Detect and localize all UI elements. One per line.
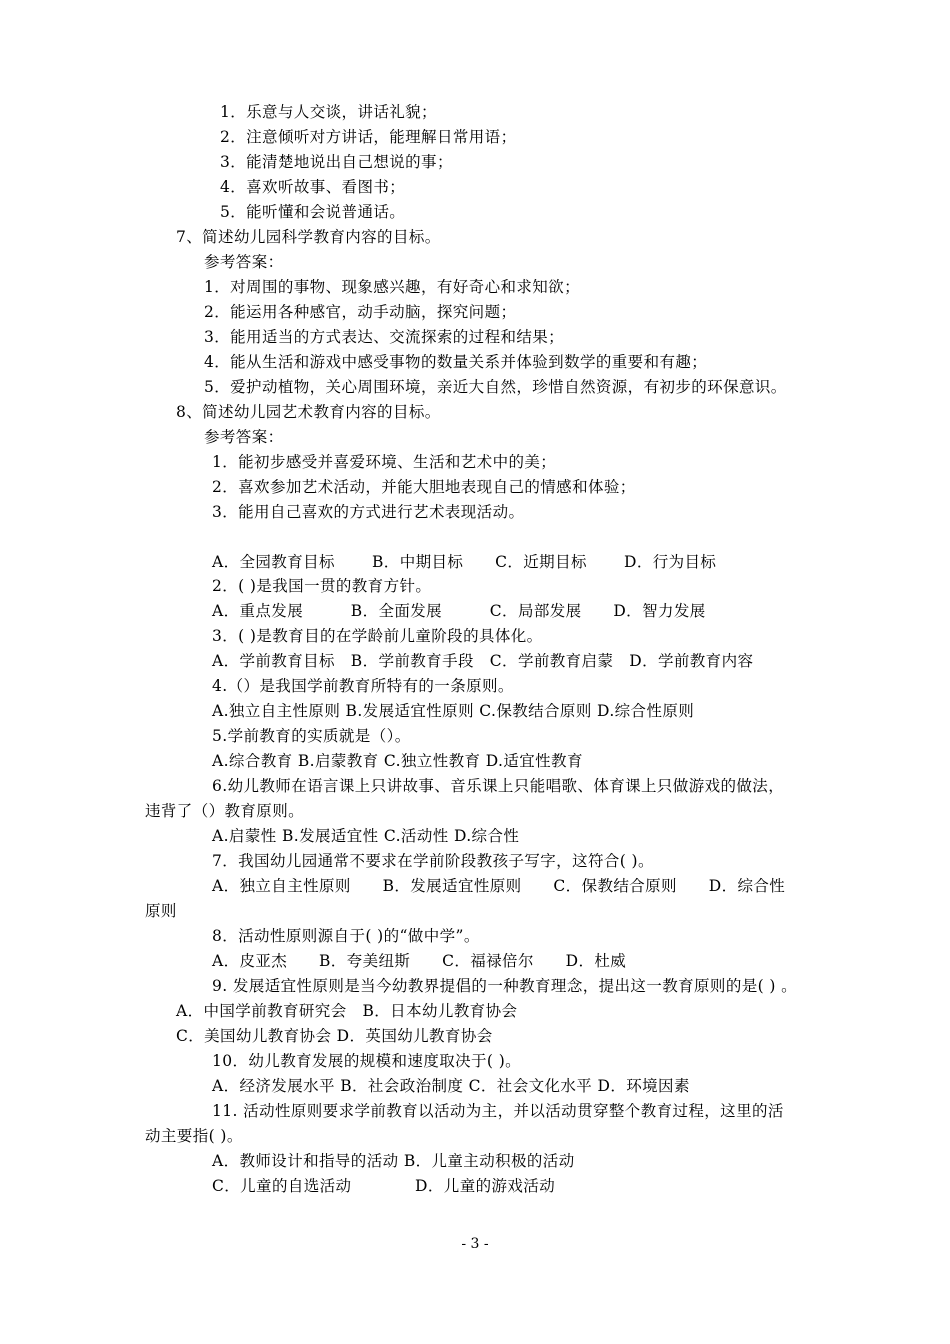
text-line: 1．能初步感受并喜爱环境、生活和艺术中的美； <box>212 453 557 471</box>
choice-options: A．教师设计和指导的活动 B．儿童主动积极的活动 <box>212 1152 575 1170</box>
question-text-continued: 动主要指( )。 <box>145 1127 243 1145</box>
choice-options: C．儿童的自选活动 D．儿童的游戏活动 <box>212 1177 556 1195</box>
choice-options: A．重点发展 B．全面发展 C．局部发展 D．智力发展 <box>212 602 706 620</box>
text-line: 3．能用适当的方式表达、交流探索的过程和结果； <box>204 328 565 346</box>
question-text: 8．活动性原则源自于( )的“做中学”。 <box>212 927 480 945</box>
question-text: 11. 活动性原则要求学前教育以活动为主，并以活动贯穿整个教育过程，这里的活 <box>212 1102 784 1120</box>
text-line: 4．喜欢听故事、看图书； <box>220 178 406 196</box>
choice-options: A．学前教育目标 B．学前教育手段 C．学前教育启蒙 D．学前教育内容 <box>212 652 754 670</box>
text-line: 2．注意倾听对方讲话，能理解日常用语； <box>220 128 517 146</box>
question-text: 7．我国幼儿园通常不要求在学前阶段教孩子写字，这符合( )。 <box>212 852 654 870</box>
question-text: 2．( )是我国一贯的教育方针。 <box>212 577 432 595</box>
text-line: 2．喜欢参加艺术活动，并能大胆地表现自己的情感和体验； <box>212 478 636 496</box>
choice-options-continued: 原则 <box>145 902 177 920</box>
text-line: 1．对周围的事物、现象感兴趣，有好奇心和求知欲； <box>204 278 580 296</box>
answer-label: 参考答案： <box>204 253 284 271</box>
text-line: 2．能运用各种感官，动手动脑，探究问题； <box>204 303 517 321</box>
choice-options: A．经济发展水平 B．社会政治制度 C．社会文化水平 D．环境因素 <box>212 1077 690 1095</box>
question-text-continued: 违背了（）教育原则。 <box>145 802 305 820</box>
question-heading: 8、简述幼儿园艺术教育内容的目标。 <box>176 403 441 421</box>
question-text: 6.幼儿教师在语言课上只讲故事、音乐课上只能唱歌、体育课上只做游戏的做法， <box>212 777 785 795</box>
question-text: 3．( )是教育目的在学龄前儿童阶段的具体化。 <box>212 627 543 645</box>
text-line: 3．能清楚地说出自己想说的事； <box>220 153 453 171</box>
choice-options: A．中国学前教育研究会 B．日本幼儿教育协会 <box>176 1002 518 1020</box>
choice-options: A．独立自主性原则 B．发展适宜性原则 C．保教结合原则 D．综合性 <box>212 877 786 895</box>
page-number: - 3 - <box>461 1236 489 1252</box>
question-text: 9. 发展适宜性原则是当今幼教界提倡的一种教育理念，提出这一教育原则的是( ) 。 <box>212 977 798 995</box>
choice-options: A．全园教育目标 B．中期目标 C．近期目标 D．行为目标 <box>212 553 717 571</box>
question-text: 5.学前教育的实质就是（）。 <box>212 727 411 745</box>
choice-options: C．美国幼儿教育协会 D．英国幼儿教育协会 <box>176 1027 493 1045</box>
text-line: 1．乐意与人交谈，讲话礼貌； <box>220 103 437 121</box>
text-line: 3．能用自己喜欢的方式进行艺术表现活动。 <box>212 503 525 521</box>
choice-options: A.独立自主性原则 B.发展适宜性原则 C.保教结合原则 D.综合性原则 <box>212 702 695 720</box>
question-text: 10．幼儿教育发展的规模和速度取决于( )。 <box>212 1052 522 1070</box>
text-line: 5．爱护动植物，关心周围环境，亲近大自然，珍惜自然资源，有初步的环保意识。 <box>204 378 787 396</box>
choice-options: A．皮亚杰 B．夸美纽斯 C．福禄倍尔 D．杜威 <box>212 952 627 970</box>
question-text: 4.（）是我国学前教育所特有的一条原则。 <box>212 677 514 695</box>
choice-options: A.启蒙性 B.发展适宜性 C.活动性 D.综合性 <box>212 827 520 845</box>
choice-options: A.综合教育 B.启蒙教育 C.独立性教育 D.适宜性教育 <box>212 752 583 770</box>
answer-label: 参考答案： <box>204 428 284 446</box>
question-heading: 7、简述幼儿园科学教育内容的目标。 <box>176 228 441 246</box>
text-line: 4．能从生活和游戏中感受事物的数量关系并体验到数学的重要和有趣； <box>204 353 708 371</box>
text-line: 5．能听懂和会说普通话。 <box>220 203 406 221</box>
